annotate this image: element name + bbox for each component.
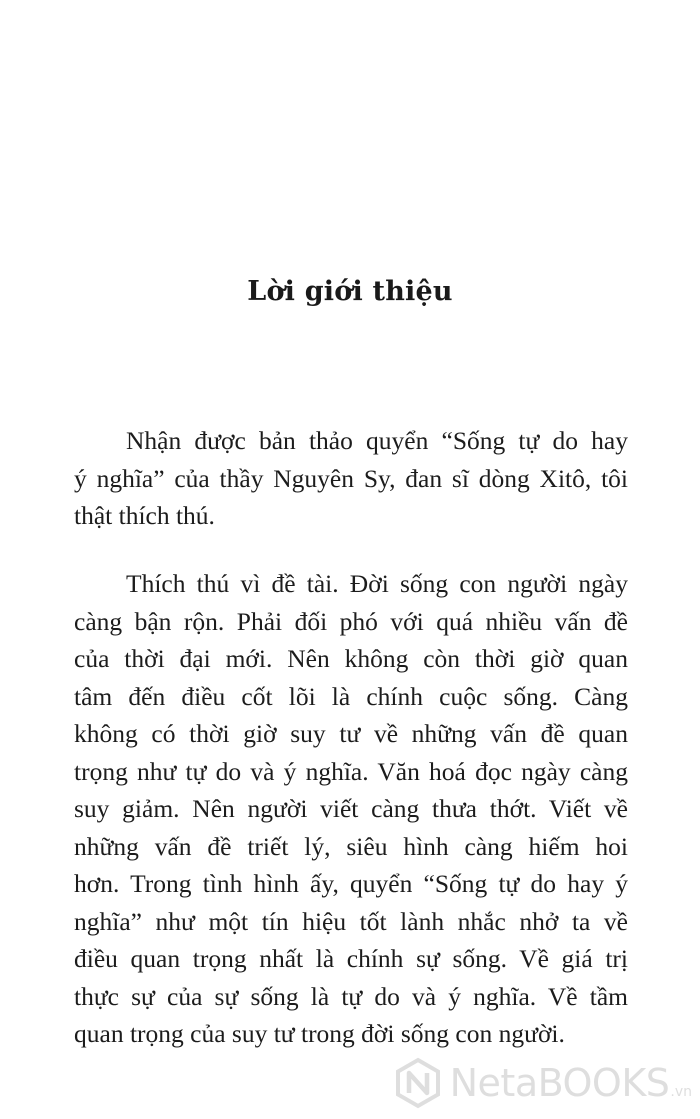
text-line: Nhận được bản thảo quyển “Sống tự do hay	[126, 426, 628, 455]
netabooks-watermark	[392, 1057, 692, 1109]
text-line: ý nghĩa” của thầy Nguyên Sy, đan sĩ dòng Xitô, tôi	[74, 463, 628, 493]
page-title: Lời giới thiệu	[247, 276, 453, 307]
text-line: quan trọng của suy tư trong đời sống con người.	[74, 1019, 565, 1048]
watermark-domain: .vn	[670, 1084, 692, 1100]
text-line: của thời đại mới. Nên không còn thời giờ quan	[74, 644, 628, 673]
netabooks-logo-icon	[392, 1057, 444, 1109]
text-line: thật thích thú.	[74, 501, 215, 530]
text-line: không có thời giờ suy tư về những vấn đề quan	[74, 719, 628, 748]
text-line: hơn. Trong tình hình ấy, quyển “Sống tự do hay ý	[74, 869, 628, 898]
text-line: trọng như tự do và ý nghĩa. Văn hoá đọc ngày càng	[74, 756, 628, 786]
text-line: tâm đến điều cốt lõi là chính cuộc sống. Càng	[74, 681, 628, 711]
text-line: thực sự của sự sống là tự do và ý nghĩa. Về tầm	[74, 981, 628, 1011]
text-line: càng bận rộn. Phải đối phó với quá nhiều vấn đề	[74, 606, 628, 636]
text-line: điều quan trọng nhất là chính sự sống. Về giá trị	[74, 944, 628, 973]
text-line: Thích thú vì đề tài. Đời sống con người ngày	[126, 569, 628, 598]
paragraph-2	[74, 565, 628, 1053]
text-line: những vấn đề triết lý, siêu hình càng hiếm hoi	[74, 831, 628, 861]
text-line: suy giảm. Nên người viết càng thưa thớt. Viết về	[74, 794, 628, 823]
paragraph-1	[74, 422, 628, 535]
text-line: nghĩa” như một tín hiệu tốt lành nhắc nhở ta về	[74, 906, 628, 936]
watermark-brand: NetaBOOKS	[449, 1061, 670, 1105]
